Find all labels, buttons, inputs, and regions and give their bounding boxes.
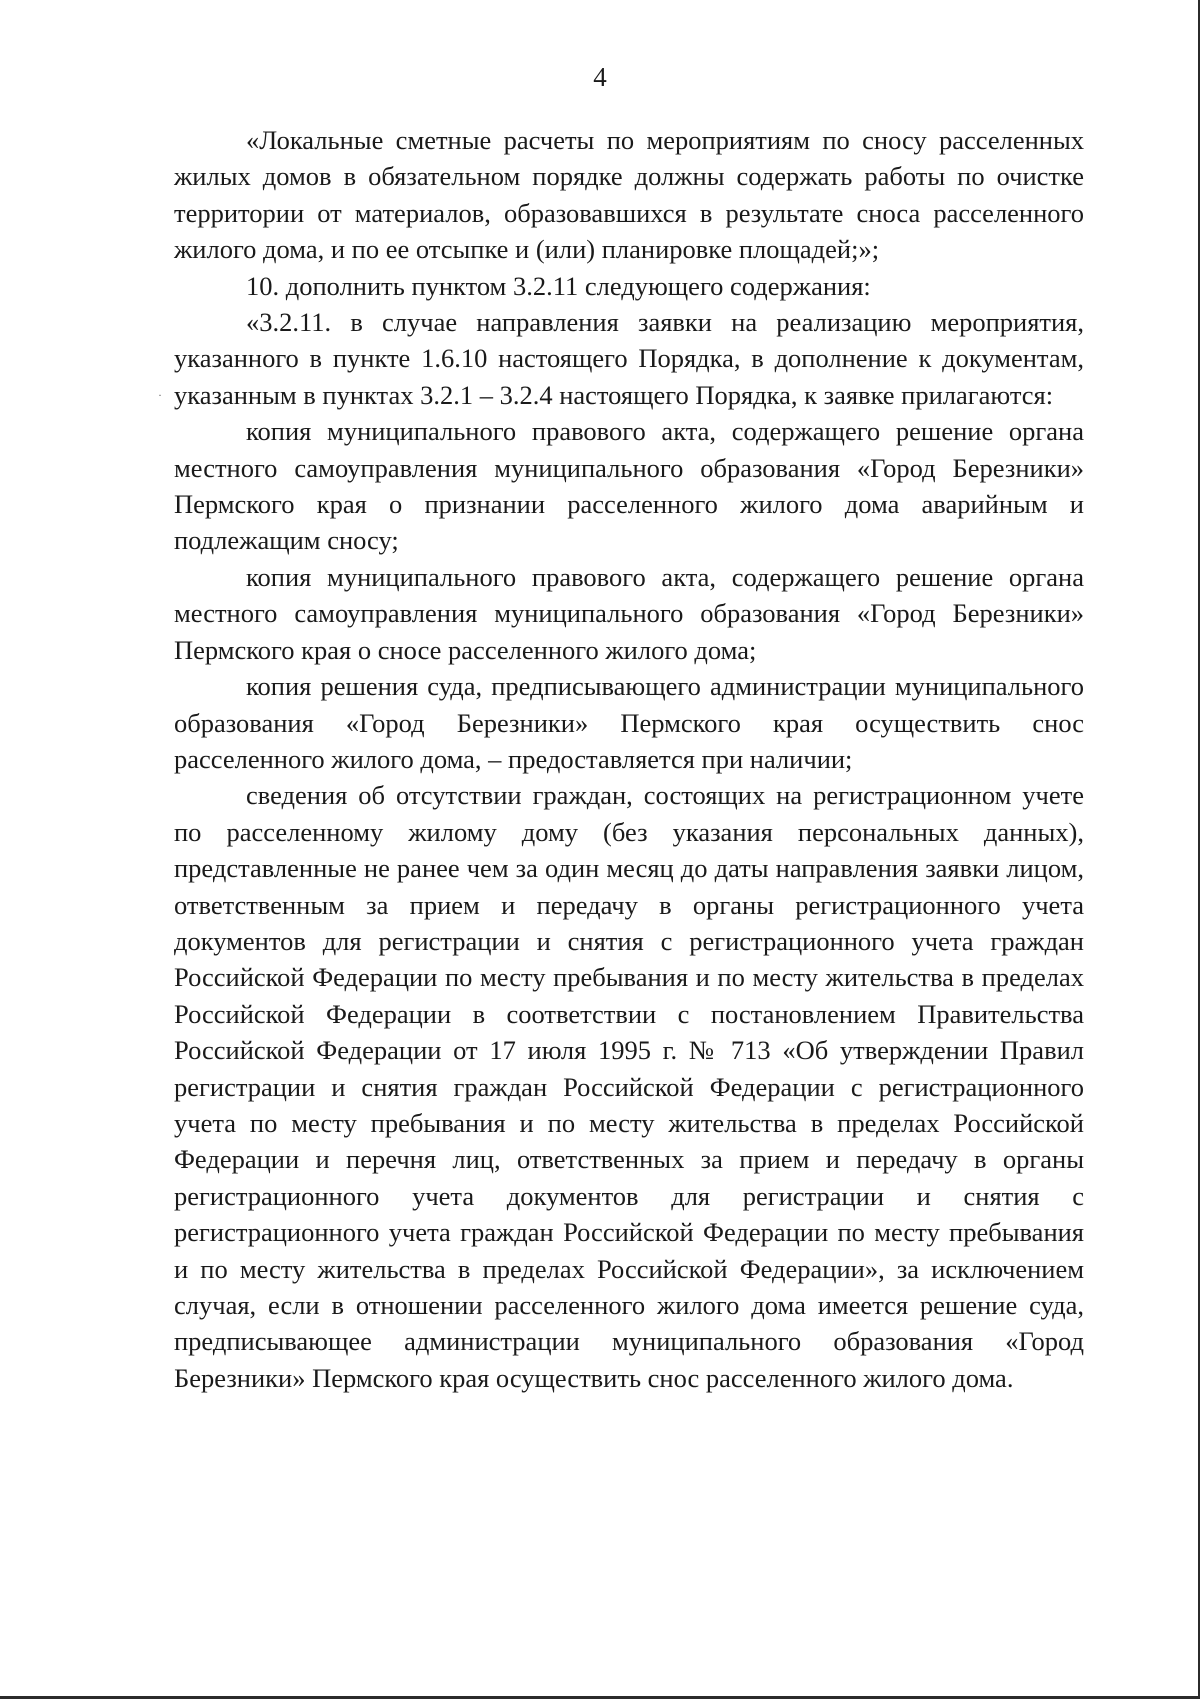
paragraph-act-demolition: копия муниципального правового акта, содержащего решение органа местного самоуправления муниципального образования «Город Березники» Пермского края о сносе расселенного жилого дома; xyxy=(174,561,1084,665)
paragraph-act-emergency: копия муниципального правового акта, содержащего решение органа местного самоуправления муниципального образования «Город Березники» Пермского края о признании расселенного жилого дома аварийным и подлежащим сносу; xyxy=(174,416,1084,556)
scan-speck: · xyxy=(158,388,162,402)
paragraph-item-10: 10. дополнить пунктом 3.2.11 следующего содержания: xyxy=(246,270,871,301)
paragraph-court-decision: копия решения суда, предписывающего администрации муниципального образования «Город Березники» Пермского края осуществить снос расселенного жилого дома, – предоставляется при наличии; xyxy=(174,671,1084,774)
document-body xyxy=(174,122,1084,1396)
paragraph-registration-info: сведения об отсутствии граждан, состоящих на регистрационном учете по расселенному жилому дому (без указания персональных данных), представленные не ранее чем за один месяц до даты направления заявки лицом, ответственным за прием и передачу в органы регистрационного учета документов для регистрации и снятия с регистрационного учета граждан Российской Федерации по месту пребывания и по месту жительства в пределах Российской Федерации в соответствии с постановлением Правительства Российской Федерации от 17 июля 1995 г. № 713 «Об утверждении Правил регистрации и снятия граждан Российской Федерации с регистрационного учета по месту пребывания и по месту жительства в пределах Российской Федерации и перечня лиц, ответственных за прием и передачу в органы регистрационного учета документов для регистрации и снятия с регистрационного учета граждан Российской Федерации по месту пребывания и по месту жительства в пределах Российской Федерации», за исключением случая, если в отношении расселенного жилого дома имеется решение суда, предписывающее администрации муниципального образования «Город Березники» Пермского края осуществить снос расселенного жилого дома. xyxy=(174,780,1084,1393)
page-number: 4 xyxy=(593,62,607,92)
paragraph-3-2-11: «3.2.11. в случае направления заявки на реализацию мероприятия, указанного в пункте 1.6.10 настоящего Порядка, в дополнение к документам, указанным в пунктах 3.2.1 – 3.2.4 настоящего Порядка, к заявке прилагаются: xyxy=(174,307,1084,410)
paragraph-local-estimates: «Локальные сметные расчеты по мероприятиям по сносу расселенных жилых домов в обязательном порядке должны содержать работы по очистке территории от материалов, образовавшихся в результате сноса расселенного жилого дома, и по ее отсыпке и (или) планировке площадей;»; xyxy=(174,125,1084,265)
